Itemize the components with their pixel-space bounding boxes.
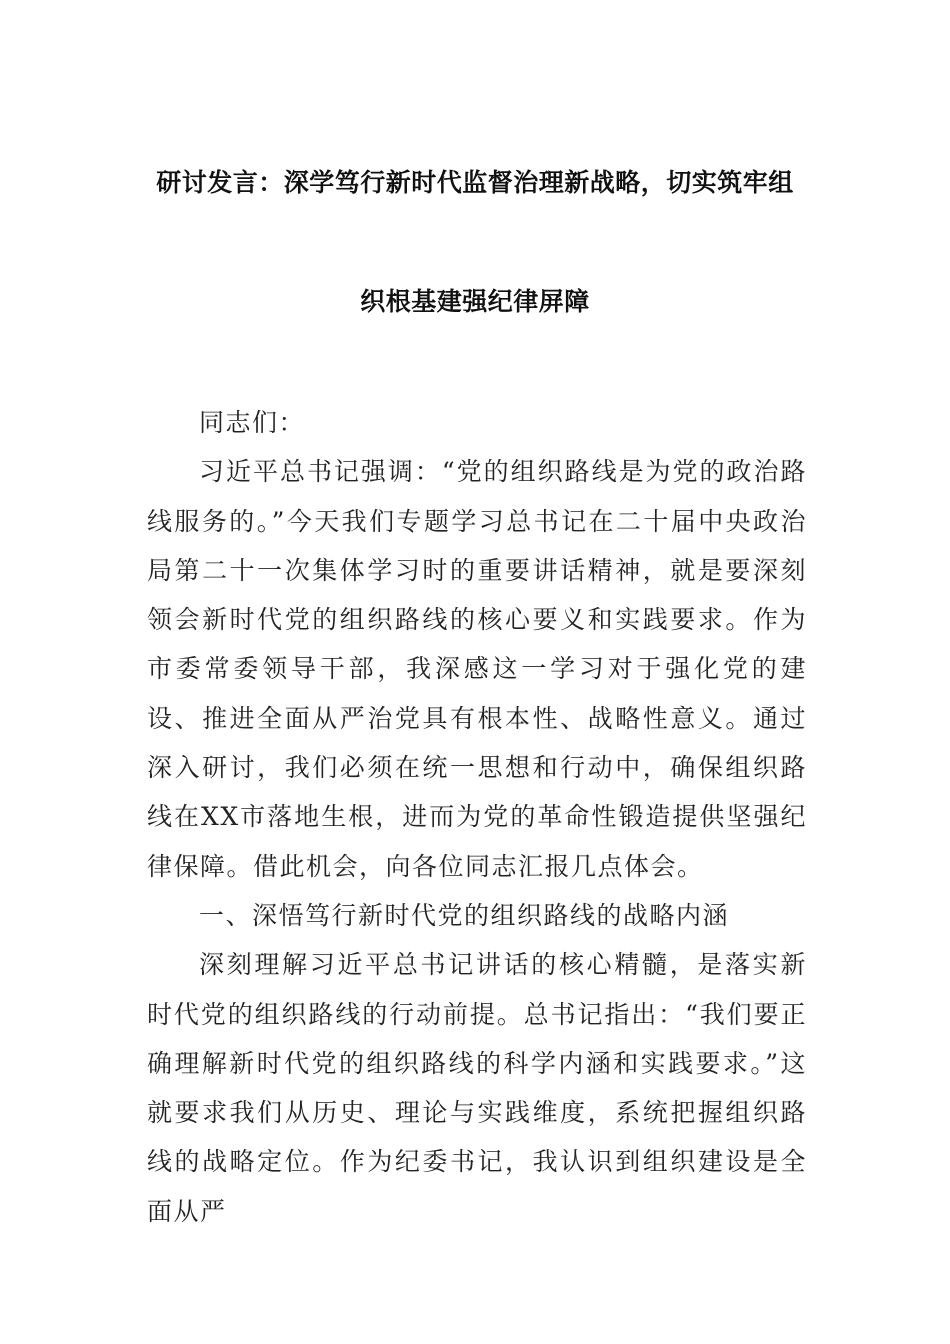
paragraph-intro: 习近平总书记强调：“党的组织路线是为党的政治路线服务的。”今天我们专题学习总书记在二十届中央政治局第二十一次集体学习时的重要讲话精神，就是要深刻领会新时代党的组织路线的核心要义和实践要求。作为市委常委领导干部，我深感这一学习对于强化党的建设、推进全面从严治党具有根本性、战略性意义。通过深入研讨，我们必须在统一思想和行动中，确保组织路线在XX市落地生根，进而为党的革命性锻造提供坚强纪律保障。借此机会，向各位同志汇报几点体会。 <box>147 457 807 881</box>
document-body <box>147 398 807 1236</box>
document-title-line-1: 研讨发言：深学笃行新时代监督治理新战略，切实筑牢组 <box>156 168 794 197</box>
salutation: 同志们： <box>199 408 306 437</box>
paragraph-section-1: 深刻理解习近平总书记讲话的核心精髓，是落实新时代党的组织路线的行动前提。总书记指出：“我们要正确理解新时代党的组织路线的科学内涵和实践要求。”这就要求我们从历史、理论与实践维度，系统把握组织路线的战略定位。作为纪委书记，我认识到组织建设是全面从严 <box>147 950 807 1226</box>
document-title-line-2: 织根基建强纪律屏障 <box>360 287 590 316</box>
section-heading-1: 一、深悟笃行新时代党的组织路线的战略内涵 <box>199 900 730 930</box>
